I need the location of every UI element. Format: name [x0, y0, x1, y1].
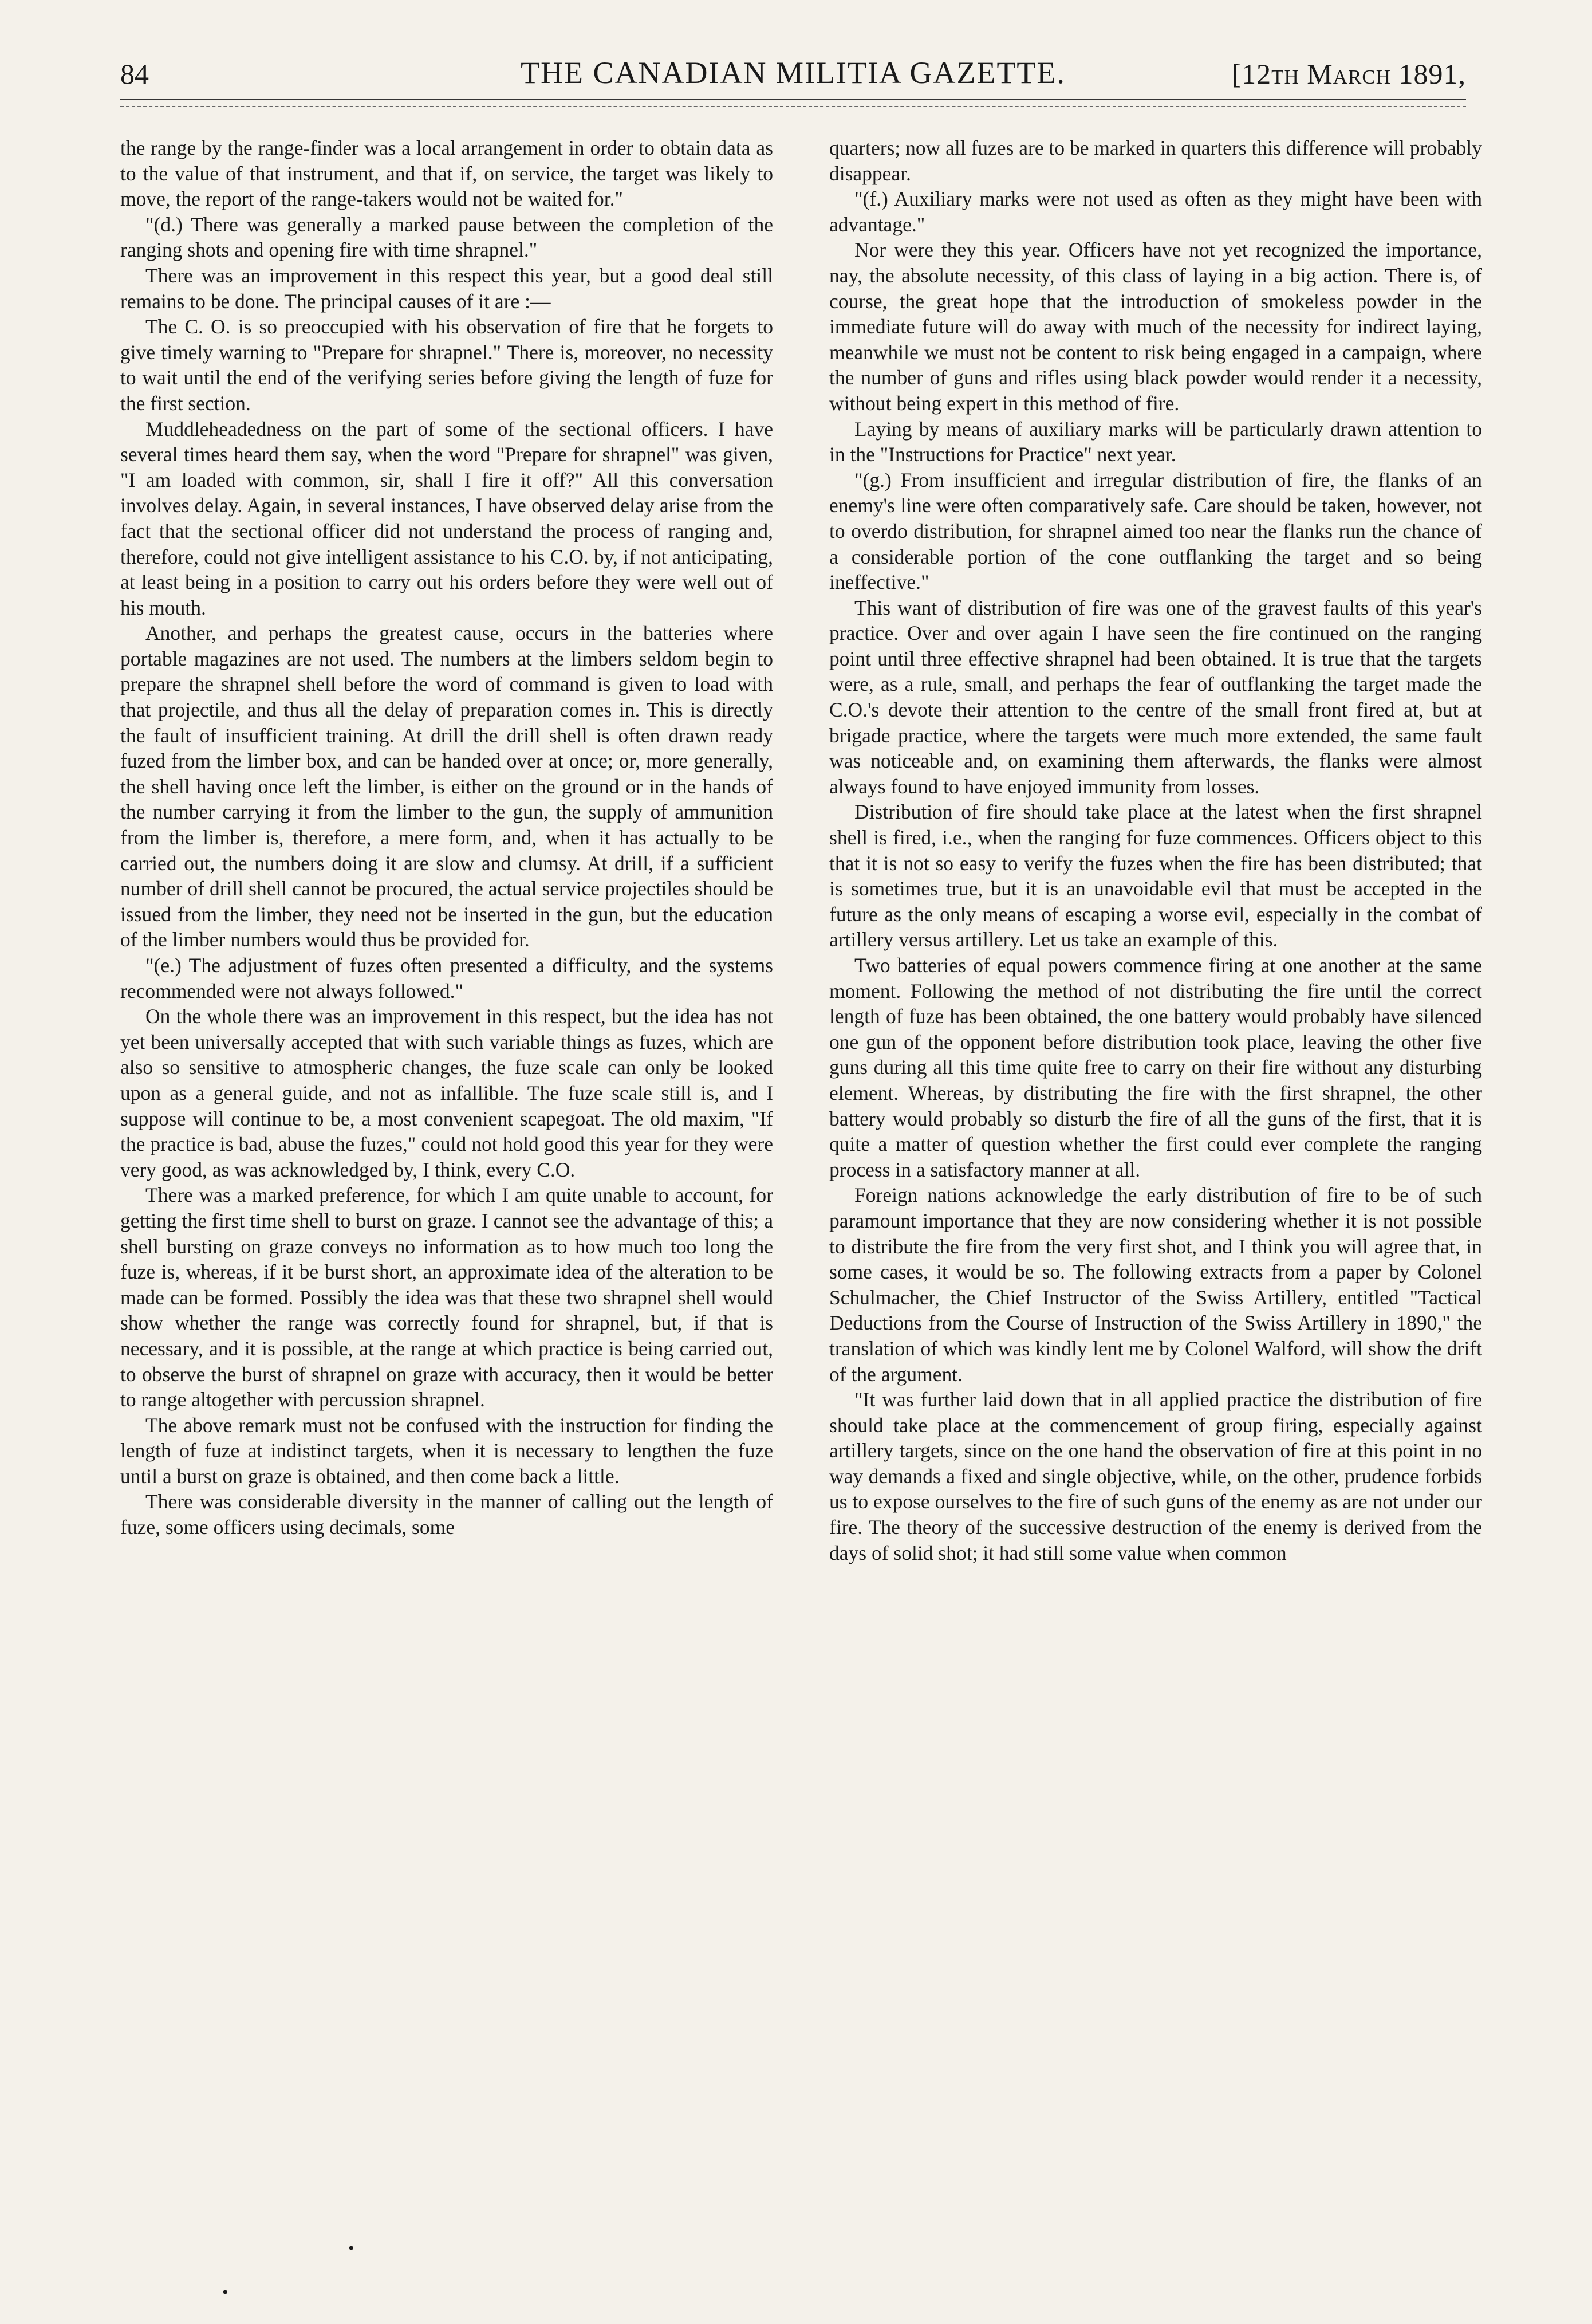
paragraph: Two batteries of equal powers commence firing at one another at the same moment. Following the method of not distributing the fire until the correct length of fuze has been obtained, the one battery would probably have silenced one gun of the opponent before distribution took place, leaving the other five guns during all this time quite free to carry on their fire without any disturbing element. Whereas, by distributing the fire with the first shrapnel, the other battery would probably so disturb the fire of all the guns of the first, that it is quite a matter of question whether the first could ever complete the ranging process in a satisfactory manner at all.: [829, 954, 1482, 1181]
paragraph: quarters; now all fuzes are to be marked in quarters this difference will probably disappear.: [829, 136, 1482, 185]
paragraph: Distribution of fire should take place at the latest when the first shrapnel shell is fired, i.e., when the ranging for fuze commences. Officers object to this that it is not so easy to verify the fuzes when the fire has been distributed; that is sometimes true, but it is an unavoidable evil that must be accepted in the future as the only means of escaping a worse evil, especially in the combat of artillery versus artillery. Let us take an example of this.: [829, 800, 1482, 951]
paragraph: the range by the range-finder was a local arrangement in order to obtain data as to the value of that instrument, and that if, on service, the target was likely to move, the report of the range-takers would not be waited for.": [120, 136, 773, 211]
paragraph: Another, and perhaps the greatest cause, occurs in the batteries where portable magazines are not used. The numbers at the limbers seldom begin to prepare the shrapnel shell before the word of command is given to load with that projectile, and thus all the delay of preparation comes in. This is directly the fault of insufficient training. At drill the drill shell is often drawn ready fuzed from the limber box, and can be handed over at once; or, more generally, the shell having once left the limber, is either on the ground or in the hands of the number carrying it from the limber to the gun, the supply of ammunition from the limber is, therefore, a mere form, and, when it has actually to be carried out, the numbers doing it are slow and clumsy. At drill, if a sufficient number of drill shell cannot be procured, the actual service projectiles should be issued from the limber, they need not be inserted in the gun, but the education of the limber numbers would thus be provided for.: [120, 622, 773, 951]
paragraph: On the whole there was an improvement in this respect, but the idea has not yet been universally accepted that with such variable things as fuzes, which are also so sensitive to atmospheric changes, the fuze scale can only be looked upon as a general guide, and not as infallible. The fuze scale still is, and I suppose will continue to be, a most convenient scapegoat. The old maxim, "If the practice is bad, abuse the fuzes," could not hold good this year for they were very good, as was acknowledged by, I think, every C.O.: [120, 1005, 773, 1181]
paragraph: "(d.) There was generally a marked pause between the completion of the ranging shots and opening fire with time shrapnel.": [120, 213, 773, 262]
footer-mark: •: [348, 2239, 354, 2258]
paragraph: There was considerable diversity in the manner of calling out the length of fuze, some officers using decimals, some: [120, 1490, 773, 1539]
footer-mark: •: [222, 2283, 228, 2302]
header-dashed-rule: [120, 106, 1466, 107]
left-column: [120, 135, 773, 2266]
page-header: [120, 47, 1466, 104]
paragraph: The C. O. is so preoccupied with his observation of fire that he forgets to give timely warning to "Prepare for shrapnel." There is, moreover, no necessity to wait until the end of the verifying series before giving the length of fuze for the first section.: [120, 315, 773, 415]
paragraph: There was a marked preference, for which I am quite unable to account, for getting the first time shell to burst on graze. I cannot see the advantage of this; a shell bursting on graze conveys no information as to how much too long the fuze is, whereas, if it be burst short, an approximate idea of the alteration to be made can be formed. Possibly the idea was that these two shrapnel shell would show whether the range was correctly found for shrapnel, but, if that is necessary, and it is possible, at the range at which practice is being carried out, to observe the burst of shrapnel on graze with accuracy, then it would be better to range altogether with percussion shrapnel.: [120, 1183, 773, 1411]
paragraph: Muddleheadedness on the part of some of the sectional officers. I have several times heard them say, when the word "Prepare for shrapnel" was given, "I am loaded with common, sir, shall I fire it off?" All this conversation involves delay. Again, in several instances, I have observed delay arise from the fact that the sectional officer did not understand the process of ranging and, therefore, could not give intelligent assistance to his C.O. by, if not anticipating, at least being in a position to carry out his orders before they were well out of his mouth.: [120, 417, 773, 619]
paragraph: There was an improvement in this respect this year, but a good deal still remains to be done. The principal causes of it are :—: [120, 264, 773, 313]
paragraph: Foreign nations acknowledge the early distribution of fire to be of such paramount importance that they are now considering whether it is not possible to distribute the fire from the very first shot, and I think you will agree that, in some cases, it would be so. The following extracts from a paper by Colonel Schulmacher, the Chief Instructor of the Swiss Artillery, entitled "Tactical Deductions from the Course of Instruction of the Swiss Artillery in 1890," the translation of which was kindly lent me by Colonel Walford, will show the drift of the argument.: [829, 1183, 1482, 1386]
paragraph: This want of distribution of fire was one of the gravest faults of this year's practice. Over and over again I have seen the fire continued on the ranging point until three effective shrapnel had been obtained. It is true that the targets were, as a rule, small, and perhaps the fear of outflanking the target made the C.O.'s devote their attention to the centre of the small front fired at, but at brigade practice, where the targets were much more extended, the same fault was noticeable and, on examining them afterwards, the flanks were almost always found to have enjoyed immunity from losses.: [829, 596, 1482, 798]
paragraph: "(e.) The adjustment of fuzes often presented a difficulty, and the systems recommended were not always followed.": [120, 954, 773, 1002]
header-rule: [120, 99, 1466, 100]
page-number: 84: [120, 58, 149, 90]
paragraph: Nor were they this year. Officers have not yet recognized the importance, nay, the absolute necessity, of this class of laying in a big action. There is, of course, the great hope that the introduction of smokeless powder in the immediate future will do away with much of the necessity for indirect laying, meanwhile we must not be content to risk being engaged in a campaign, where the number of guns and rifles using black powder would render it a necessity, without being expert in this method of fire.: [829, 238, 1482, 415]
issue-date: [12th March 1891,: [1231, 58, 1466, 90]
paragraph: The above remark must not be confused with the instruction for finding the length of fuze at indistinct targets, when it is necessary to lengthen the fuze until a burst on graze is obtained, and then come back a little.: [120, 1413, 773, 1488]
paragraph: "(g.) From insufficient and irregular distribution of fire, the flanks of an enemy's line were often comparatively safe. Care should be taken, however, not to overdo distribution, for shrapnel aimed too near the flanks run the chance of a considerable portion of the cone outflanking the target and so being ineffective.": [829, 468, 1482, 594]
paragraph: "(f.) Auxiliary marks were not used as often as they might have been with advantage.": [829, 187, 1482, 236]
paragraph: Laying by means of auxiliary marks will be particularly drawn attention to in the "Instructions for Practice" next year.: [829, 417, 1482, 466]
right-column: [829, 135, 1482, 2266]
paragraph: "It was further laid down that in all applied practice the distribution of fire should take place at the commencement of group firing, especially against artillery targets, since on the one hand the observation of fire at this point in no way demands a fixed and single objective, while, on the other, prudence forbids us to expose ourselves to the fire of such guns of the enemy as are not under our fire. The theory of the successive destruction of the enemy is derived from the days of solid shot; it had still some value when common: [829, 1388, 1482, 1564]
publication-title: THE CANADIAN MILITIA GAZETTE.: [521, 56, 1066, 90]
